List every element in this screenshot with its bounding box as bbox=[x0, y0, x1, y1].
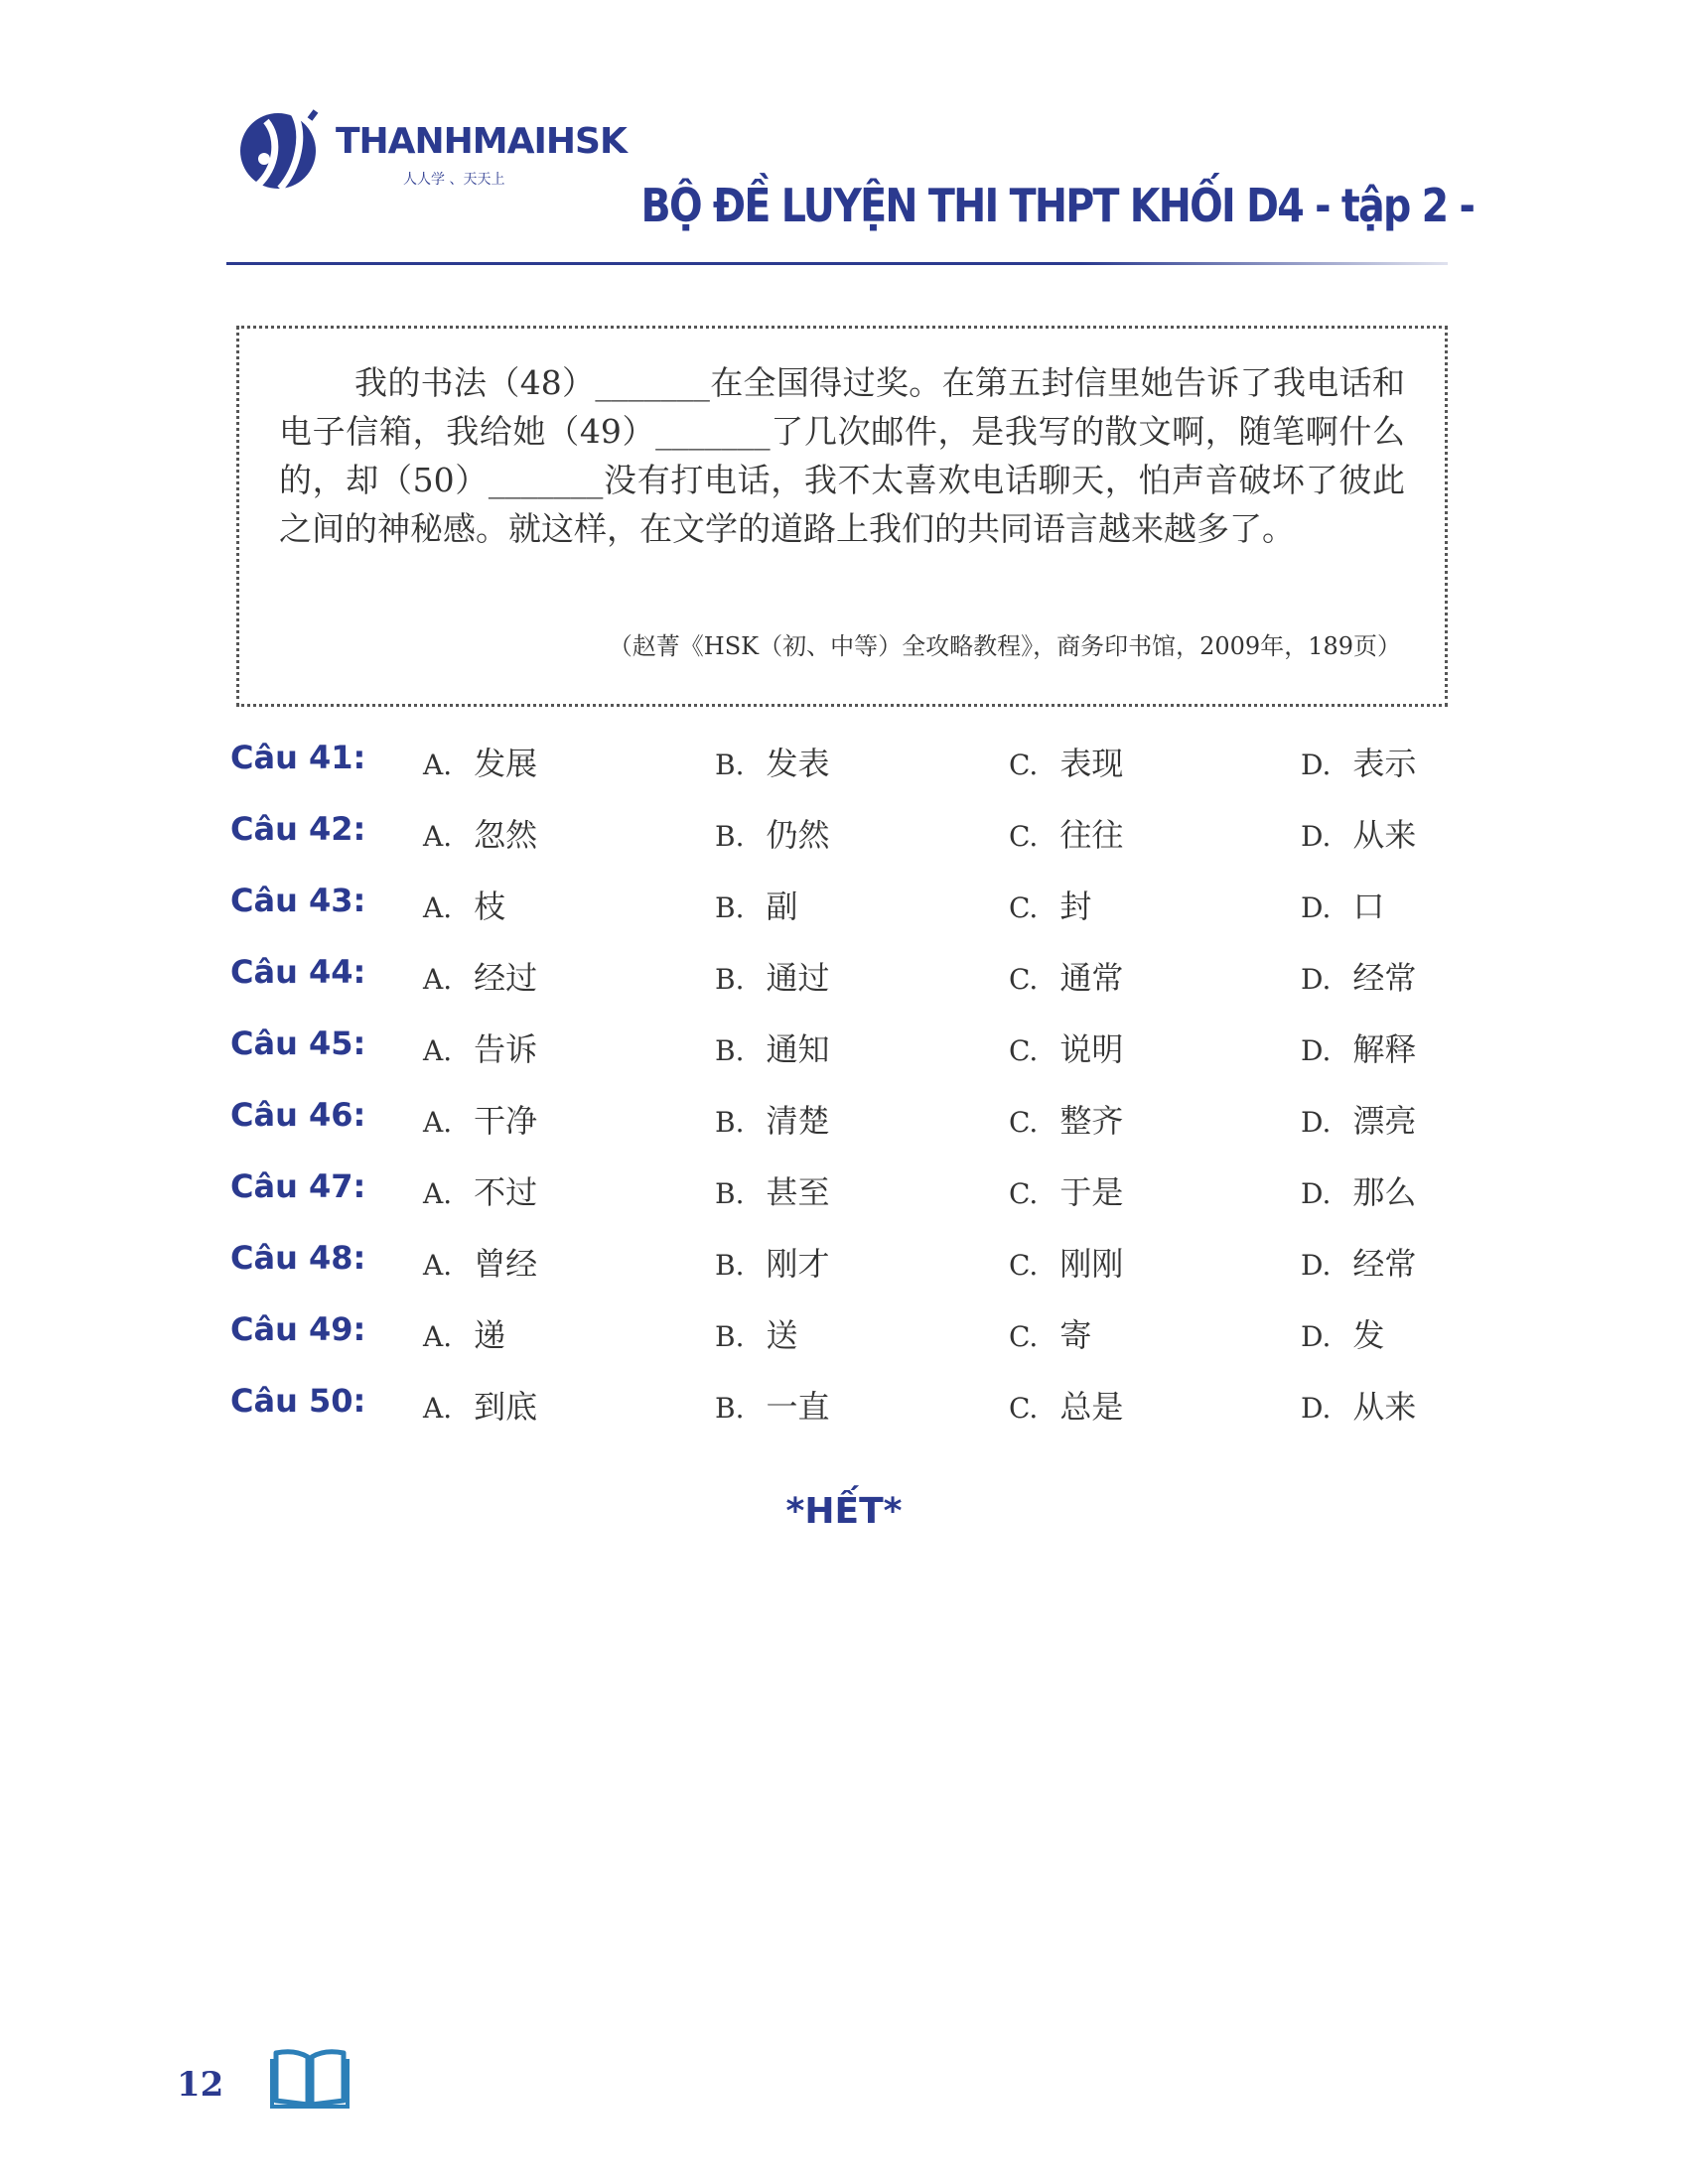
option-c[interactable] bbox=[1009, 1310, 1091, 1356]
brand-slogan: 人人学 、天天上 bbox=[403, 172, 505, 188]
option-letter: D. bbox=[1301, 1392, 1332, 1425]
option-text: 从来 bbox=[1352, 1388, 1417, 1426]
option-text: 漂亮 bbox=[1352, 1102, 1417, 1140]
option-letter: B. bbox=[715, 1249, 745, 1282]
option-a[interactable] bbox=[423, 882, 505, 927]
option-c[interactable] bbox=[1009, 1024, 1123, 1070]
option-text: 到底 bbox=[474, 1388, 538, 1426]
option-letter: D. bbox=[1301, 1177, 1332, 1210]
page-number: 12 bbox=[177, 2065, 224, 2105]
option-d[interactable] bbox=[1301, 1310, 1384, 1356]
question-label: Câu 47: bbox=[230, 1167, 366, 1205]
option-text: 告诉 bbox=[474, 1030, 538, 1068]
option-c[interactable] bbox=[1009, 739, 1123, 784]
option-letter: B. bbox=[715, 963, 745, 996]
option-a[interactable] bbox=[423, 739, 537, 784]
option-d[interactable] bbox=[1301, 882, 1384, 927]
option-b[interactable] bbox=[715, 1310, 798, 1356]
option-letter: D. bbox=[1301, 891, 1332, 924]
document-title: BỘ ĐỀ LUYỆN THI THPT KHỐI D4 - tập 2 - bbox=[640, 179, 1474, 232]
option-letter: C. bbox=[1009, 963, 1039, 996]
option-letter: C. bbox=[1009, 1249, 1039, 1282]
option-text: 忽然 bbox=[474, 816, 538, 854]
option-b[interactable] bbox=[715, 1024, 830, 1070]
option-b[interactable] bbox=[715, 810, 830, 856]
option-b[interactable] bbox=[715, 1239, 830, 1285]
option-text: 封 bbox=[1059, 887, 1092, 925]
option-text: 通过 bbox=[766, 959, 830, 997]
option-text: 刚刚 bbox=[1059, 1245, 1124, 1283]
option-text: 发展 bbox=[474, 745, 538, 782]
question-row bbox=[230, 1382, 1472, 1453]
option-text: 那么 bbox=[1352, 1173, 1417, 1211]
option-letter: A. bbox=[423, 1034, 453, 1067]
option-c[interactable] bbox=[1009, 882, 1091, 927]
question-list bbox=[230, 739, 1472, 1453]
option-a[interactable] bbox=[423, 953, 537, 999]
option-c[interactable] bbox=[1009, 810, 1123, 856]
option-letter: D. bbox=[1301, 1034, 1332, 1067]
question-row bbox=[230, 1096, 1472, 1167]
brand-name: THANHMAIHSK bbox=[336, 121, 627, 162]
option-letter: A. bbox=[423, 1249, 453, 1282]
option-text: 总是 bbox=[1059, 1388, 1124, 1426]
option-c[interactable] bbox=[1009, 1167, 1123, 1213]
option-letter: A. bbox=[423, 749, 453, 781]
option-text: 清楚 bbox=[766, 1102, 830, 1140]
option-letter: A. bbox=[423, 1392, 453, 1425]
option-text: 通常 bbox=[1059, 959, 1124, 997]
option-letter: B. bbox=[715, 1177, 745, 1210]
question-label: Câu 43: bbox=[230, 882, 366, 919]
option-d[interactable] bbox=[1301, 1239, 1416, 1285]
question-label: Câu 49: bbox=[230, 1310, 366, 1348]
option-letter: C. bbox=[1009, 1320, 1039, 1353]
option-b[interactable] bbox=[715, 953, 830, 999]
option-letter: B. bbox=[715, 820, 745, 853]
option-text: 寄 bbox=[1059, 1316, 1092, 1354]
option-text: 表现 bbox=[1059, 745, 1124, 782]
option-a[interactable] bbox=[423, 1310, 505, 1356]
open-book-icon bbox=[270, 2045, 350, 2109]
option-letter: D. bbox=[1301, 963, 1332, 996]
passage-text: 我的书法（48）_______在全国得过奖。在第五封信里她告诉了我电话和电子信箱，我给她（49）_______了几次邮件，是我写的散文啊，随笔啊什么的，却（50）_______没有打电话，我不太喜欢电话聊天，怕声音破坏了彼此之间的神秘感。就这样，在文学的道路上我们的共同语言越来越多了。 bbox=[279, 363, 1405, 548]
option-letter: B. bbox=[715, 1320, 745, 1353]
option-d[interactable] bbox=[1301, 1024, 1416, 1070]
option-letter: D. bbox=[1301, 1249, 1332, 1282]
option-letter: C. bbox=[1009, 1034, 1039, 1067]
option-letter: D. bbox=[1301, 1106, 1332, 1139]
option-letter: B. bbox=[715, 1106, 745, 1139]
option-text: 于是 bbox=[1059, 1173, 1124, 1211]
option-letter: D. bbox=[1301, 1320, 1332, 1353]
question-row bbox=[230, 1167, 1472, 1239]
option-text: 一直 bbox=[766, 1388, 830, 1426]
option-a[interactable] bbox=[423, 1382, 537, 1428]
option-text: 口 bbox=[1352, 887, 1385, 925]
question-label: Câu 42: bbox=[230, 810, 366, 848]
option-text: 曾经 bbox=[474, 1245, 538, 1283]
option-a[interactable] bbox=[423, 1239, 537, 1285]
question-label: Câu 48: bbox=[230, 1239, 366, 1277]
option-letter: C. bbox=[1009, 1106, 1039, 1139]
option-b[interactable] bbox=[715, 882, 798, 927]
option-letter: C. bbox=[1009, 749, 1039, 781]
option-a[interactable] bbox=[423, 1167, 537, 1213]
option-letter: A. bbox=[423, 1106, 453, 1139]
question-label: Câu 45: bbox=[230, 1024, 366, 1062]
option-text: 从来 bbox=[1352, 816, 1417, 854]
option-text: 通知 bbox=[766, 1030, 830, 1068]
option-letter: C. bbox=[1009, 1392, 1039, 1425]
option-letter: A. bbox=[423, 820, 453, 853]
passage-citation: （赵菁《HSK（初、中等）全攻略教程》，商务印书馆，2009年，189页） bbox=[608, 632, 1401, 660]
option-letter: B. bbox=[715, 1392, 745, 1425]
option-text: 往往 bbox=[1059, 816, 1124, 854]
question-row bbox=[230, 1310, 1472, 1382]
option-c[interactable] bbox=[1009, 1096, 1123, 1142]
end-marker: *HẾT* bbox=[785, 1491, 903, 1532]
option-d[interactable] bbox=[1301, 739, 1416, 784]
option-letter: D. bbox=[1301, 749, 1332, 781]
option-text: 说明 bbox=[1059, 1030, 1124, 1068]
option-text: 发表 bbox=[766, 745, 830, 782]
option-letter: A. bbox=[423, 1177, 453, 1210]
option-b[interactable] bbox=[715, 1167, 830, 1213]
option-text: 表示 bbox=[1352, 745, 1417, 782]
option-a[interactable] bbox=[423, 810, 537, 856]
question-row bbox=[230, 739, 1472, 810]
option-letter: A. bbox=[423, 963, 453, 996]
option-c[interactable] bbox=[1009, 1239, 1123, 1285]
option-text: 经过 bbox=[474, 959, 538, 997]
option-a[interactable] bbox=[423, 1096, 537, 1142]
logo-mark-icon bbox=[236, 99, 336, 199]
question-label: Câu 41: bbox=[230, 739, 366, 776]
option-c[interactable] bbox=[1009, 1382, 1123, 1428]
option-d[interactable] bbox=[1301, 953, 1416, 999]
option-d[interactable] bbox=[1301, 1096, 1416, 1142]
question-row bbox=[230, 882, 1472, 953]
option-text: 副 bbox=[766, 887, 798, 925]
option-text: 刚才 bbox=[766, 1245, 830, 1283]
option-letter: C. bbox=[1009, 820, 1039, 853]
option-letter: B. bbox=[715, 749, 745, 781]
question-row bbox=[230, 1239, 1472, 1310]
option-letter: D. bbox=[1301, 820, 1332, 853]
option-text: 不过 bbox=[474, 1173, 538, 1211]
option-text: 枝 bbox=[474, 887, 506, 925]
option-text: 解释 bbox=[1352, 1030, 1417, 1068]
option-b[interactable] bbox=[715, 1096, 830, 1142]
option-text: 经常 bbox=[1352, 959, 1417, 997]
option-letter: B. bbox=[715, 891, 745, 924]
option-text: 整齐 bbox=[1059, 1102, 1124, 1140]
option-d[interactable] bbox=[1301, 810, 1416, 856]
question-label: Câu 50: bbox=[230, 1382, 366, 1420]
option-a[interactable] bbox=[423, 1024, 537, 1070]
option-text: 甚至 bbox=[766, 1173, 830, 1211]
option-d[interactable] bbox=[1301, 1167, 1416, 1213]
option-text: 递 bbox=[474, 1316, 506, 1354]
question-row bbox=[230, 953, 1472, 1024]
option-text: 经常 bbox=[1352, 1245, 1417, 1283]
option-letter: B. bbox=[715, 1034, 745, 1067]
option-text: 发 bbox=[1352, 1316, 1385, 1354]
option-b[interactable] bbox=[715, 739, 830, 784]
option-letter: A. bbox=[423, 1320, 453, 1353]
question-label: Câu 46: bbox=[230, 1096, 366, 1134]
header-divider bbox=[226, 262, 1448, 265]
reading-passage-box bbox=[236, 326, 1448, 707]
option-text: 送 bbox=[766, 1316, 798, 1354]
question-label: Câu 44: bbox=[230, 953, 366, 991]
option-text: 干净 bbox=[474, 1102, 538, 1140]
option-b[interactable] bbox=[715, 1382, 830, 1428]
question-row bbox=[230, 1024, 1472, 1096]
question-row bbox=[230, 810, 1472, 882]
option-text: 仍然 bbox=[766, 816, 830, 854]
option-letter: C. bbox=[1009, 1177, 1039, 1210]
option-letter: A. bbox=[423, 891, 453, 924]
option-d[interactable] bbox=[1301, 1382, 1416, 1428]
option-c[interactable] bbox=[1009, 953, 1123, 999]
option-letter: C. bbox=[1009, 891, 1039, 924]
thanhmaihsk-logo bbox=[236, 99, 627, 208]
